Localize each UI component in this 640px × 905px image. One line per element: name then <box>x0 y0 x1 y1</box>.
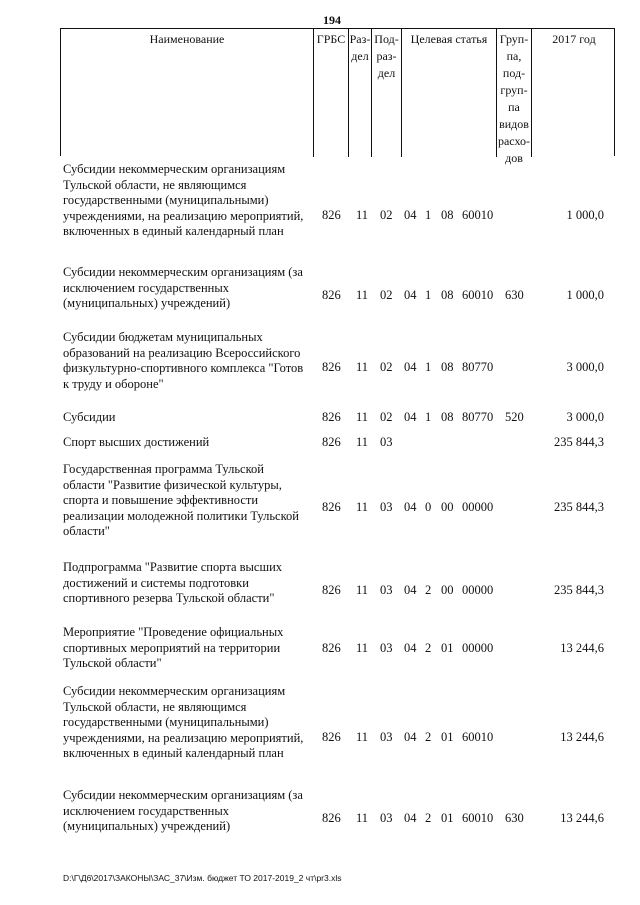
cell-t2: 2 <box>425 730 432 744</box>
header-grbs: ГРБС <box>314 29 349 157</box>
cell-rz: 11 <box>356 730 369 744</box>
file-path-footer: D:\Г\Д6\2017\ЗАКОНЫ\ЗАС_37\Изм. бюджет ТО 2017-2019_2 чт\pr3.xls <box>63 873 342 883</box>
cell-t1: 04 <box>404 360 417 374</box>
cell-pr: 02 <box>380 208 393 222</box>
cell-rz: 11 <box>356 500 369 514</box>
cell-t2: 2 <box>425 811 432 825</box>
cell-sum: 1 000,0 <box>566 288 604 302</box>
cell-pr: 03 <box>380 435 393 449</box>
cell-pr: 03 <box>380 500 393 514</box>
cell-sum: 1 000,0 <box>566 208 604 222</box>
cell-t3: 00 <box>441 500 454 514</box>
cell-sum: 13 244,6 <box>560 730 604 744</box>
cell-t3: 08 <box>441 360 454 374</box>
cell-pr: 03 <box>380 641 393 655</box>
header-name: Наименование <box>61 29 314 157</box>
cell-t2: 1 <box>425 208 432 222</box>
cell-t3: 08 <box>441 208 454 222</box>
cell-sum: 3 000,0 <box>566 360 604 374</box>
cell-vr: 520 <box>505 410 524 424</box>
cell-grbs: 826 <box>322 410 341 424</box>
cell-sum: 3 000,0 <box>566 410 604 424</box>
row-name: Субсидии <box>63 410 116 424</box>
cell-t3: 01 <box>441 811 454 825</box>
cell-t2: 1 <box>425 410 432 424</box>
cell-t2: 0 <box>425 500 432 514</box>
row-name: Субсидии некоммерческим организациям Тульской области, не являющимся государственными (муниципальными) учреждениями, на реализацию мероприятий, включенных в единый календарный план <box>63 162 304 238</box>
cell-t1: 04 <box>404 500 417 514</box>
cell-rz: 11 <box>356 410 369 424</box>
row-name: Мероприятие "Проведение официальных спортивных мероприятий на территории Тульской области" <box>63 625 284 670</box>
header-year: 2017 год <box>552 32 596 46</box>
row-name: Субсидии некоммерческим организациям (за исключением государственных (муниципальных) учреждений) <box>63 265 303 310</box>
cell-pr: 02 <box>380 288 393 302</box>
cell-grbs: 826 <box>322 730 341 744</box>
cell-t3: 08 <box>441 410 454 424</box>
cell-rz: 11 <box>356 435 369 449</box>
cell-t4: 60010 <box>462 730 494 744</box>
cell-t4: 00000 <box>462 500 494 514</box>
cell-vr: 630 <box>505 288 524 302</box>
cell-t4: 60010 <box>462 208 494 222</box>
cell-t1: 04 <box>404 410 417 424</box>
cell-t3: 01 <box>441 730 454 744</box>
cell-t1: 04 <box>404 288 417 302</box>
cell-grbs: 826 <box>322 360 341 374</box>
cell-sum: 235 844,3 <box>554 583 604 597</box>
cell-sum: 235 844,3 <box>554 435 604 449</box>
cell-sum: 13 244,6 <box>560 641 604 655</box>
cell-t2: 2 <box>425 641 432 655</box>
header-group: Груп- па, под- груп- па видов расхо- дов <box>497 29 532 157</box>
row-name: Подпрограмма "Развитие спорта высших достижений и системы подготовки спортивного резерва Тульской области" <box>63 560 283 605</box>
cell-t4: 60010 <box>462 811 494 825</box>
row-name: Спорт высших достижений <box>63 435 210 449</box>
header-target: Целевая статья <box>402 29 497 157</box>
cell-pr: 02 <box>380 360 393 374</box>
cell-t2: 1 <box>425 288 432 302</box>
cell-t4: 00000 <box>462 641 494 655</box>
cell-vr: 630 <box>505 811 524 825</box>
header-podrazdel: Под- раз- дел <box>372 29 402 157</box>
cell-t2: 1 <box>425 360 432 374</box>
cell-sum: 235 844,3 <box>554 500 604 514</box>
cell-rz: 11 <box>356 583 369 597</box>
cell-pr: 03 <box>380 730 393 744</box>
cell-grbs: 826 <box>322 288 341 302</box>
cell-t4: 80770 <box>462 360 494 374</box>
cell-t4: 00000 <box>462 583 494 597</box>
row-name: Субсидии некоммерческим организациям Тульской области, не являющимся государственными (муниципальными) учреждениями, на реализацию мероприятий, включенных в единый календарный план <box>63 684 304 760</box>
cell-sum: 13 244,6 <box>560 811 604 825</box>
cell-t4: 80770 <box>462 410 494 424</box>
cell-t2: 2 <box>425 583 432 597</box>
cell-grbs: 826 <box>322 811 341 825</box>
cell-t4: 60010 <box>462 288 494 302</box>
cell-rz: 11 <box>356 208 369 222</box>
cell-t1: 04 <box>404 583 417 597</box>
cell-rz: 11 <box>356 360 369 374</box>
cell-grbs: 826 <box>322 583 341 597</box>
cell-rz: 11 <box>356 811 369 825</box>
cell-t1: 04 <box>404 730 417 744</box>
cell-t1: 04 <box>404 811 417 825</box>
cell-rz: 11 <box>356 288 369 302</box>
row-name: Субсидии бюджетам муниципальных образований на реализацию Всероссийского физкультурно-спортивного комплекса "Готов к труду и обороне" <box>63 330 304 391</box>
cell-rz: 11 <box>356 641 369 655</box>
cell-t1: 04 <box>404 208 417 222</box>
cell-grbs: 826 <box>322 500 341 514</box>
header-razdel: Раз- дел <box>349 29 372 157</box>
cell-grbs: 826 <box>322 208 341 222</box>
cell-t3: 08 <box>441 288 454 302</box>
cell-t3: 01 <box>441 641 454 655</box>
cell-pr: 02 <box>380 410 393 424</box>
page-number: 194 <box>323 13 341 27</box>
row-name: Субсидии некоммерческим организациям (за исключением государственных (муниципальных) учреждений) <box>63 788 303 833</box>
cell-t3: 00 <box>441 583 454 597</box>
table-header <box>60 28 615 165</box>
row-name: Государственная программа Тульской области "Развитие физической культуры, спорта и повышение эффективности реализации молодежной политики Тульской области" <box>63 462 299 538</box>
cell-grbs: 826 <box>322 641 341 655</box>
cell-pr: 03 <box>380 811 393 825</box>
cell-pr: 03 <box>380 583 393 597</box>
cell-grbs: 826 <box>322 435 341 449</box>
cell-t1: 04 <box>404 641 417 655</box>
